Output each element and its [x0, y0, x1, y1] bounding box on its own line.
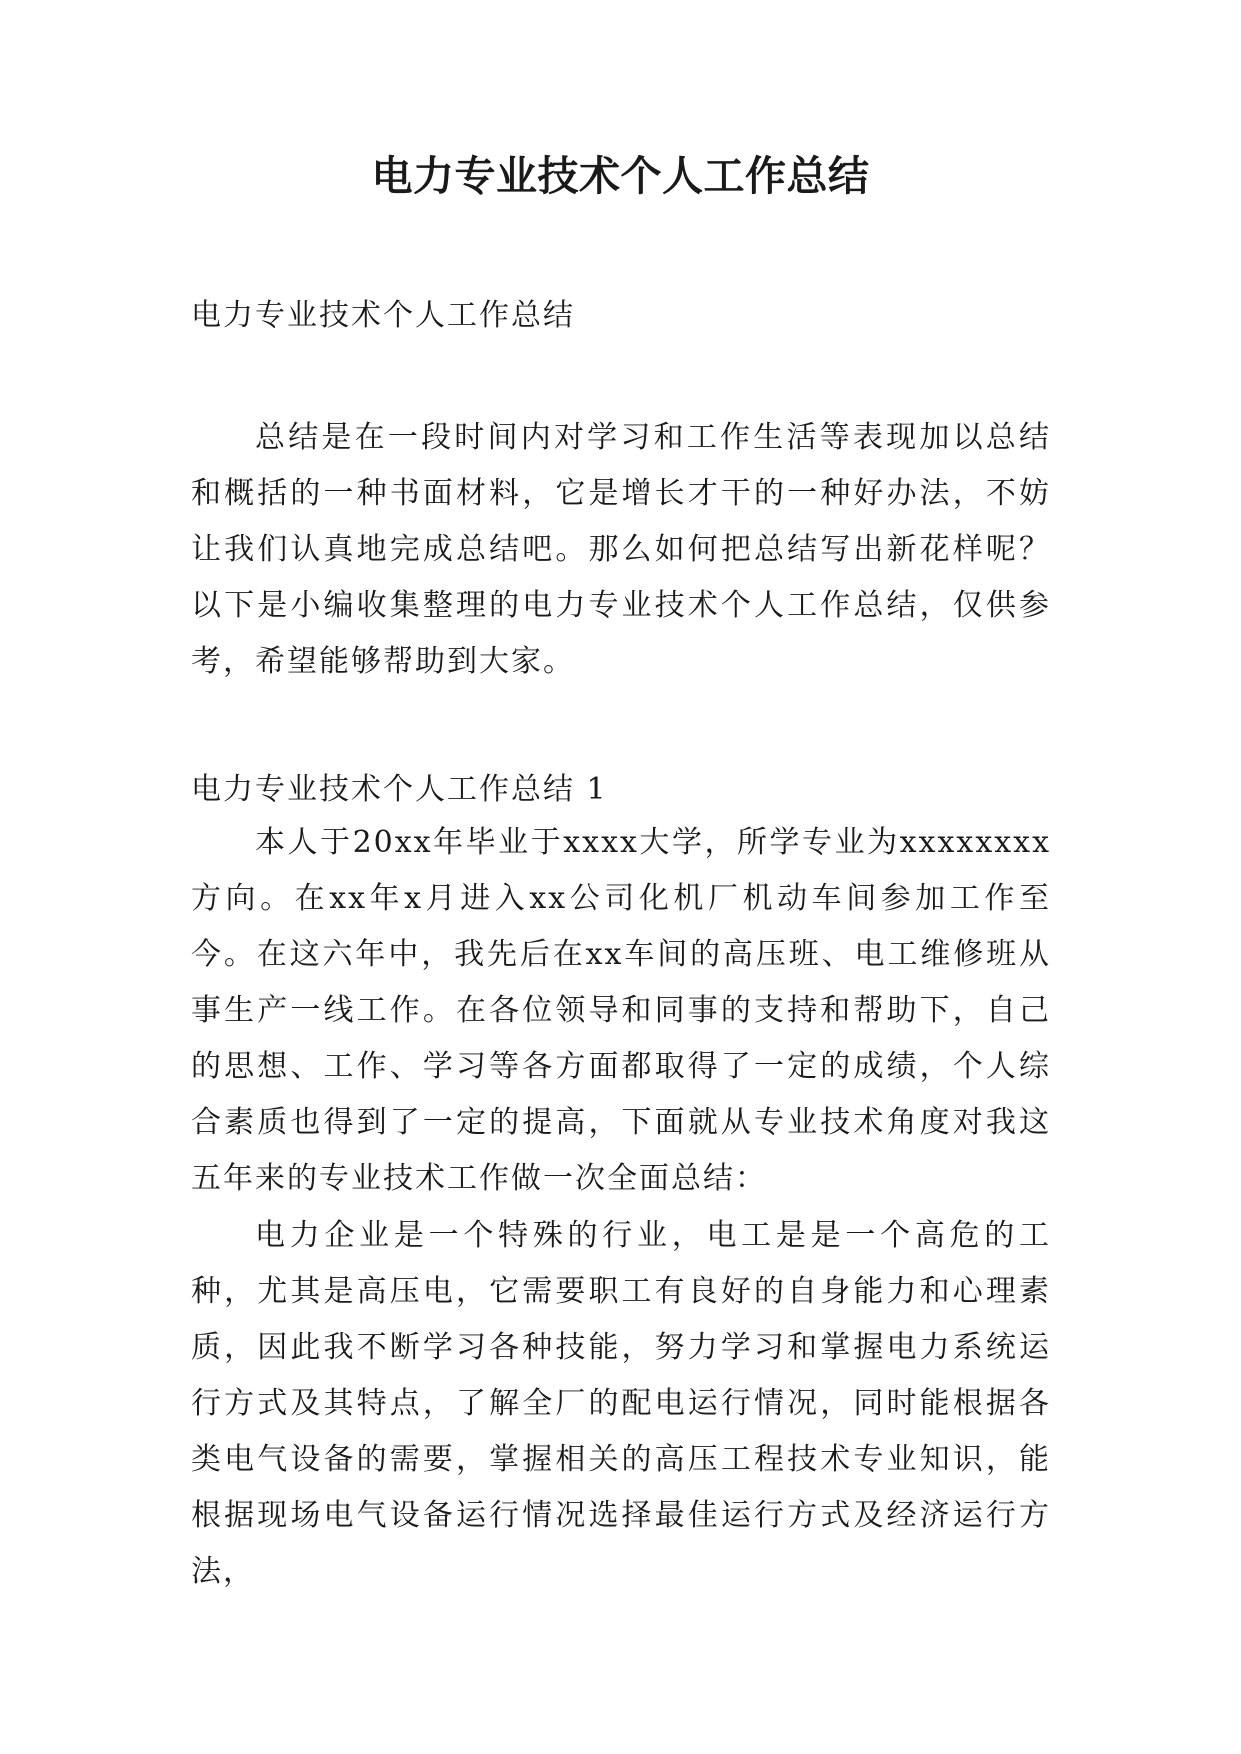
document-subtitle: 电力专业技术个人工作总结: [191, 298, 575, 333]
body-paragraph: 本人于20xx年毕业于xxxx大学，所学专业为xxxxxxxx方向。在xx年x月进入xx公司化机厂机动车间参加工作至今。在这六年中，我先后在xx车间的高压班、电工维修班从事生产一线工作。在各位领导和同事的支持和帮助下，自己的思想、工作、学习等各方面都取得了一定的成绩，个人综合素质也得到了一定的提高，下面就从专业技术角度对我这五年来的专业技术工作做一次全面总结：: [191, 825, 1051, 1196]
page-title: 电力专业技术个人工作总结: [371, 152, 870, 200]
section-heading: 电力专业技术个人工作总结 1: [191, 772, 608, 807]
body-paragraph: 电力企业是一个特殊的行业，电工是是一个高危的工种，尤其是高压电，它需要职工有良好的自身能力和心理素质，因此我不断学习各种技能，努力学习和掌握电力系统运行方式及其特点，了解全厂的配电运行情况，同时能根据各类电气设备的需要，掌握相关的高压工程技术专业知识，能根据现场电气设备运行情况选择最佳运行方式及经济运行方法，: [191, 1218, 1051, 1589]
intro-paragraph: 总结是在一段时间内对学习和工作生活等表现加以总结和概括的一种书面材料，它是增长才干的一种好办法，不妨让我们认真地完成总结吧。那么如何把总结写出新花样呢？以下是小编收集整理的电力专业技术个人工作总结，仅供参考，希望能够帮助到大家。: [191, 420, 1051, 679]
